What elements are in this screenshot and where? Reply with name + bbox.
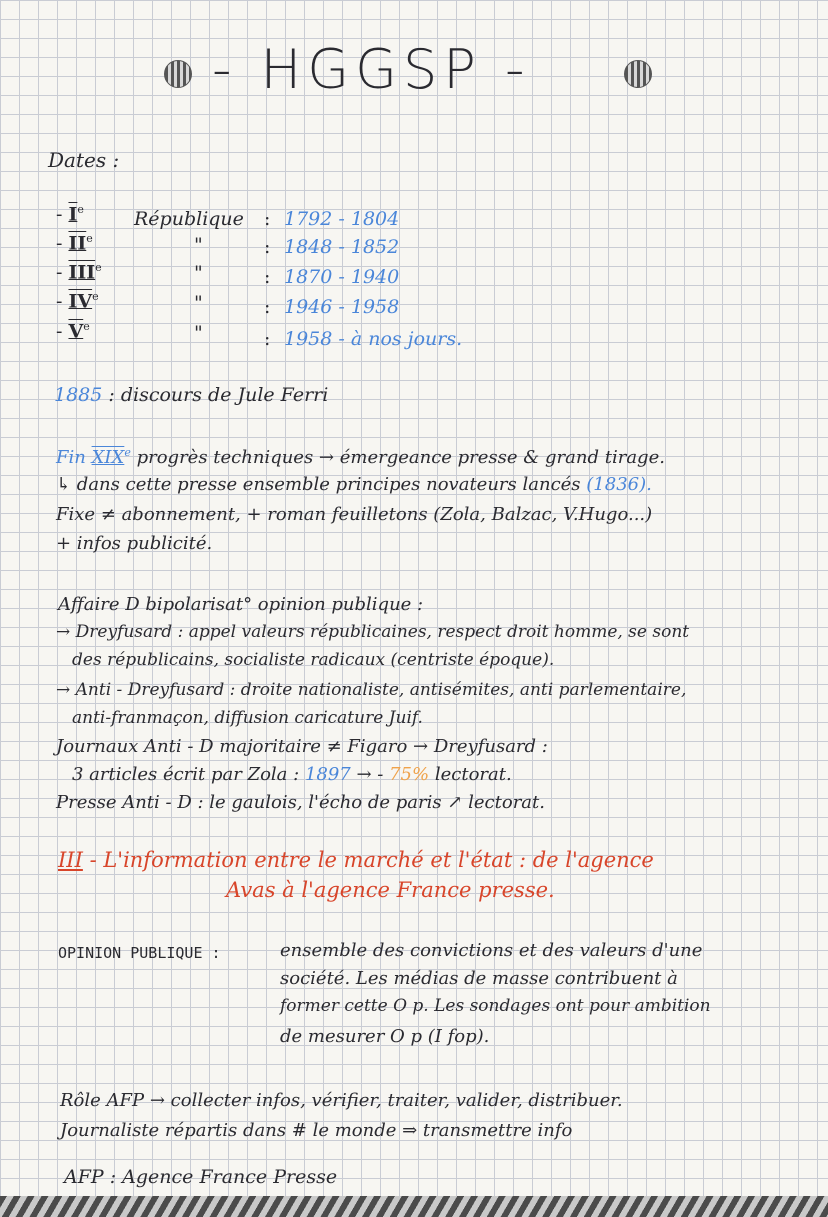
dreyfus-line-2: → Dreyfusard : appel valeurs républicaines, respect droit homme, se sont	[56, 622, 690, 642]
republic-row: - Ie	[56, 203, 84, 226]
page-title: - HGGSP -	[212, 38, 531, 101]
fin-xix-line-1: Fin XIXe progrès techniques → émergeance presse & grand tirage.	[56, 446, 665, 468]
dreyfus-line-5: anti-franmaçon, diffusion caricature Juif.	[72, 708, 423, 728]
section-heading-3-line-2: Avas à l'agence France presse.	[226, 878, 555, 902]
republic-years: 1946 - 1958	[284, 296, 400, 318]
republic-sep: :	[264, 236, 271, 258]
republic-years: 1848 - 1852	[284, 236, 400, 258]
dreyfus-line-7: 3 articles écrit par Zola : 1897 → - 75% lectorat.	[72, 764, 512, 785]
republic-row: - IIe	[56, 232, 93, 255]
fin-xix-line-3: Fixe ≠ abonnement, + roman feuilletons (Zola, Balzac, V.Hugo...)	[56, 504, 653, 525]
republic-label: "	[194, 234, 203, 256]
fin-xix-line-4: + infos publicité.	[56, 533, 213, 554]
opinion-line-2: société. Les médias de masse contribuent à	[280, 968, 678, 989]
republic-sep: :	[264, 296, 271, 318]
role-afp-line-2: Journaliste répartis dans # le monde ⇒ transmettre info	[60, 1120, 573, 1141]
opinion-label: OPINION PUBLIQUE :	[58, 944, 221, 962]
republic-sep: :	[264, 266, 271, 288]
republic-row: - IVe	[56, 290, 99, 313]
republic-label: "	[194, 322, 203, 344]
ferry-line: 1885 : discours de Jule Ferri	[54, 384, 329, 406]
dreyfus-line-4: → Anti - Dreyfusard : droite nationaliste, antisémites, anti parlementaire,	[56, 680, 687, 700]
bottom-binding-strip	[0, 1196, 828, 1217]
republic-label: "	[194, 262, 203, 284]
section-heading-3: III - L'information entre le marché et l'état : de l'agence	[58, 848, 654, 872]
dates-heading: Dates :	[48, 148, 120, 172]
dreyfus-line-3: des républicains, socialiste radicaux (centriste époque).	[72, 650, 555, 670]
republic-row: - Ve	[56, 320, 90, 343]
dreyfus-line-8: Presse Anti - D : le gaulois, l'écho de paris ↗ lectorat.	[56, 792, 545, 813]
afp-definition: AFP : Agence France Presse	[64, 1166, 338, 1188]
opinion-line-1: ensemble des convictions et des valeurs d'une	[280, 940, 703, 961]
dreyfus-line-1: Affaire D bipolarisat° opinion publique :	[58, 594, 424, 615]
republic-sep: :	[264, 328, 271, 350]
seashell-doodle-left	[164, 60, 192, 88]
opinion-line-4: de mesurer O p (I fop).	[280, 1026, 490, 1047]
role-afp-line-1: Rôle AFP → collecter infos, vérifier, traiter, valider, distribuer.	[60, 1090, 623, 1111]
fin-xix-line-2: ↳ dans cette presse ensemble principes novateurs lancés (1836).	[56, 474, 652, 495]
republic-label: "	[194, 292, 203, 314]
republic-years: 1792 - 1804	[284, 208, 400, 230]
republic-years: 1958 - à nos jours.	[284, 328, 463, 350]
seashell-doodle-right	[624, 60, 652, 88]
opinion-line-3: former cette O p. Les sondages ont pour ambition	[280, 996, 711, 1016]
republic-sep: :	[264, 208, 271, 230]
republic-row: - IIIe	[56, 261, 102, 284]
republic-label: République	[134, 208, 244, 230]
dreyfus-line-6: Journaux Anti - D majoritaire ≠ Figaro → Dreyfusard :	[56, 736, 548, 757]
republic-years: 1870 - 1940	[284, 266, 400, 288]
